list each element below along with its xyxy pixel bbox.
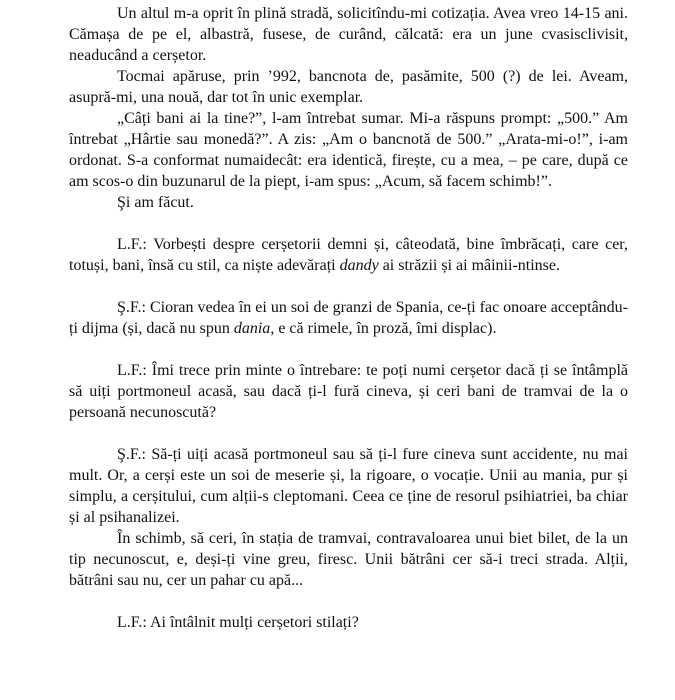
italic-word-dania: dania [233,320,271,337]
text-before: Ş.F.: Cioran vedea în ei un soi de granzi de Spania, ce-ți fac onoare acceptându-ți dijma (și, dacă nu spun [69,299,628,337]
paragraph-answer-sf-2: Ş.F.: Să-ți uiți acasă portmoneul sau să ți-l fure cineva sunt accidente, nu mai mult. Or, a cerși este un soi de meserie și, la rigoare, o vocație. Unii au mania, pur și simplu, a cerșitului, cum alții-s cleptomani. Ceea ce ține de resorul psihiatriei, ba chiar și al psihanalizei. [69,446,628,526]
italic-word-dandy: dandy [339,257,379,274]
paragraph-gap [69,213,628,234]
paragraph-gap [69,591,628,612]
paragraph-dialogue: „Câți bani ai la tine?”, l-am întrebat sumar. Mi-a răspuns prompt: „500.” Am întrebat „Hârtie sau monedă?”. A zis: „Am o bancnotă de 500.” „Arata-mi-o!”, i-am ordonat. S-a conformat numaidecât: era identică, firește, cu a mea, – pe care, după ce am scos-o din buzunarul de la piept, i-am spus: „Acum, să facem schimb!”. [69,110,628,190]
paragraph-question-lf-3: L.F.: Ai întâlnit mulți cerșetori stilați? [117,614,359,631]
paragraph-answer-sf-2-cont: În schimb, să ceri, în stația de tramvai, contravaloarea unui biet bilet, de la un tip necunoscut, e, deși-ți vine greu, firesc. Unii bătrâni cer să-i treci strada. Alții, bătrâni sau nu, cer un pahar cu apă... [69,530,628,589]
document-page [69,3,628,633]
text-before: L.F.: Vorbești despre cerșetorii demni și, câteodată, bine îmbrăcați, care cer, totuși, bani, însă cu stil, ca niște adevărați [69,236,628,274]
paragraph-answer-sf-1 [69,297,628,339]
paragraph-question-lf-2: L.F.: Îmi trece prin minte o întrebare: te poți numi cerșetor dacă ți se întâmplă să uiți portmoneul acasă, sau dacă ți-l fură cineva, și ceri bani de tramvai de la o persoană necunoscută? [69,362,628,421]
paragraph-gap [69,276,628,297]
paragraph-narrative-2: Tocmai apăruse, prin ’992, bancnota de, pasămite, 500 (?) de lei. Aveam, asupră-mi, una nouă, dar tot în unic exemplar. [69,68,628,106]
text-after: , e că rimele, în proză, îmi displac). [270,320,497,337]
paragraph-conclusion: Şi am făcut. [117,194,194,211]
paragraph-gap [69,339,628,360]
paragraph-question-lf-1 [69,234,628,276]
paragraph-narrative-1: Un altul m-a oprit în plină stradă, solicitîndu-mi cotizația. Avea vreo 14-15 ani. Cămașa de pe el, albastră, fusese, de curând, călcată: era un june cvasisclivisit, neaducând a cerșetor. [69,5,628,64]
paragraph-gap [69,423,628,444]
text-after: ai străzii și ai mâinii-ntinse. [378,257,560,274]
